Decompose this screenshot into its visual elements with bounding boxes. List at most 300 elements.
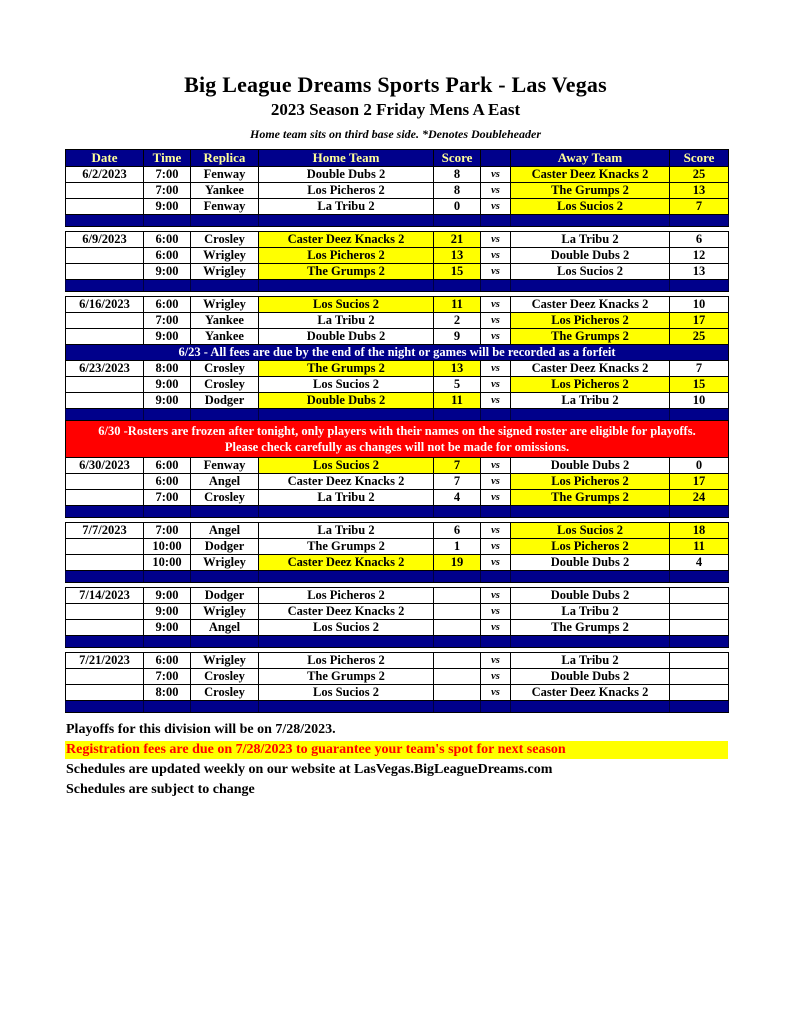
home-score-cell: 21 bbox=[434, 232, 481, 248]
separator-cell bbox=[511, 506, 670, 518]
fees-note-row bbox=[66, 345, 729, 361]
vs-label: vs bbox=[481, 555, 511, 571]
time-cell: 9:00 bbox=[144, 393, 191, 409]
separator-cell bbox=[191, 506, 259, 518]
time-cell: 6:00 bbox=[144, 458, 191, 474]
vs-label: vs bbox=[481, 523, 511, 539]
page-subtitle: 2023 Season 2 Friday Mens A East bbox=[270, 100, 521, 119]
separator-cell bbox=[66, 571, 144, 583]
home-team-cell: La Tribu 2 bbox=[259, 490, 434, 506]
home-team-cell: Los Sucios 2 bbox=[259, 685, 434, 701]
vs-label: vs bbox=[481, 539, 511, 555]
separator-cell bbox=[259, 636, 434, 648]
home-team-cell: Caster Deez Knacks 2 bbox=[259, 555, 434, 571]
game-row bbox=[66, 393, 729, 409]
replica-cell: Crosley bbox=[191, 490, 259, 506]
separator-cell bbox=[511, 701, 670, 713]
home-score-cell: 2 bbox=[434, 313, 481, 329]
vs-label: vs bbox=[481, 232, 511, 248]
away-team-cell: Los Sucios 2 bbox=[511, 199, 670, 215]
date-cell: 6/9/2023 bbox=[66, 232, 144, 248]
home-team-note: Home team sits on third base side. *Denotes Doubleheader bbox=[250, 127, 541, 141]
away-team-cell: Los Picheros 2 bbox=[511, 377, 670, 393]
replica-cell: Fenway bbox=[191, 199, 259, 215]
away-score-cell: 0 bbox=[670, 458, 729, 474]
game-row bbox=[66, 685, 729, 701]
game-row bbox=[66, 377, 729, 393]
replica-cell: Fenway bbox=[191, 167, 259, 183]
date-cell bbox=[66, 539, 144, 555]
vs-label: vs bbox=[481, 458, 511, 474]
time-cell: 8:00 bbox=[144, 685, 191, 701]
vs-label: vs bbox=[481, 685, 511, 701]
time-cell: 6:00 bbox=[144, 653, 191, 669]
time-cell: 7:00 bbox=[144, 167, 191, 183]
separator-cell bbox=[191, 571, 259, 583]
away-team-cell: The Grumps 2 bbox=[511, 329, 670, 345]
game-row bbox=[66, 297, 729, 313]
separator-cell bbox=[434, 215, 481, 227]
game-row bbox=[66, 539, 729, 555]
replica-cell: Wrigley bbox=[191, 555, 259, 571]
home-score-cell: 13 bbox=[434, 248, 481, 264]
column-header-home-team: Home Team bbox=[259, 150, 434, 167]
game-row bbox=[66, 361, 729, 377]
registration-note: Registration fees are due on 7/28/2023 to guarantee your team's spot for next season bbox=[65, 741, 728, 759]
vs-label: vs bbox=[481, 264, 511, 280]
vs-label: vs bbox=[481, 329, 511, 345]
vs-label: vs bbox=[481, 588, 511, 604]
home-score-cell: 11 bbox=[434, 297, 481, 313]
separator-cell bbox=[191, 409, 259, 421]
away-score-cell: 17 bbox=[670, 474, 729, 490]
date-cell bbox=[66, 393, 144, 409]
separator-cell bbox=[511, 636, 670, 648]
page-title: Big League Dreams Sports Park - Las Vegas bbox=[184, 72, 607, 97]
home-team-cell: Los Picheros 2 bbox=[259, 653, 434, 669]
separator-cell bbox=[66, 506, 144, 518]
subject-to-change-note: Schedules are subject to change bbox=[66, 782, 255, 797]
away-team-cell: The Grumps 2 bbox=[511, 490, 670, 506]
separator-row bbox=[66, 506, 729, 518]
home-score-cell: 4 bbox=[434, 490, 481, 506]
away-score-cell: 15 bbox=[670, 377, 729, 393]
separator-cell bbox=[191, 636, 259, 648]
replica-cell: Wrigley bbox=[191, 653, 259, 669]
away-score-cell bbox=[670, 653, 729, 669]
time-cell: 9:00 bbox=[144, 264, 191, 280]
home-team-cell: Los Picheros 2 bbox=[259, 588, 434, 604]
home-team-cell: Los Picheros 2 bbox=[259, 248, 434, 264]
away-team-cell: Double Dubs 2 bbox=[511, 669, 670, 685]
separator-cell bbox=[511, 215, 670, 227]
date-cell: 6/30/2023 bbox=[66, 458, 144, 474]
home-score-cell: 1 bbox=[434, 539, 481, 555]
date-cell bbox=[66, 685, 144, 701]
away-team-cell: Los Sucios 2 bbox=[511, 523, 670, 539]
game-row bbox=[66, 313, 729, 329]
separator-cell bbox=[481, 701, 511, 713]
vs-label: vs bbox=[481, 199, 511, 215]
home-score-cell: 8 bbox=[434, 167, 481, 183]
replica-cell: Crosley bbox=[191, 377, 259, 393]
game-row bbox=[66, 620, 729, 636]
date-cell: 6/16/2023 bbox=[66, 297, 144, 313]
separator-cell bbox=[144, 215, 191, 227]
time-cell: 6:00 bbox=[144, 474, 191, 490]
time-cell: 9:00 bbox=[144, 199, 191, 215]
home-score-cell: 15 bbox=[434, 264, 481, 280]
replica-cell: Wrigley bbox=[191, 297, 259, 313]
separator-cell bbox=[66, 280, 144, 292]
game-row bbox=[66, 329, 729, 345]
separator-cell bbox=[191, 215, 259, 227]
vs-label: vs bbox=[481, 167, 511, 183]
home-team-cell: Los Sucios 2 bbox=[259, 297, 434, 313]
time-cell: 6:00 bbox=[144, 232, 191, 248]
vs-label: vs bbox=[481, 620, 511, 636]
away-score-cell: 13 bbox=[670, 264, 729, 280]
separator-cell bbox=[259, 571, 434, 583]
game-row bbox=[66, 458, 729, 474]
roster-banner bbox=[66, 421, 729, 458]
date-cell bbox=[66, 329, 144, 345]
separator-cell bbox=[481, 280, 511, 292]
playoffs-note: Playoffs for this division will be on 7/28/2023. bbox=[66, 722, 336, 737]
away-score-cell: 4 bbox=[670, 555, 729, 571]
separator-row bbox=[66, 636, 729, 648]
separator-cell bbox=[144, 280, 191, 292]
footer bbox=[65, 721, 791, 799]
separator-cell bbox=[259, 506, 434, 518]
home-score-cell: 19 bbox=[434, 555, 481, 571]
away-score-cell: 6 bbox=[670, 232, 729, 248]
away-score-cell bbox=[670, 620, 729, 636]
game-row bbox=[66, 248, 729, 264]
game-row bbox=[66, 264, 729, 280]
away-team-cell: Los Picheros 2 bbox=[511, 313, 670, 329]
vs-label: vs bbox=[481, 393, 511, 409]
separator-cell bbox=[66, 215, 144, 227]
separator-cell bbox=[511, 280, 670, 292]
home-score-cell bbox=[434, 669, 481, 685]
home-team-cell: Double Dubs 2 bbox=[259, 329, 434, 345]
separator-cell bbox=[434, 409, 481, 421]
away-score-cell: 12 bbox=[670, 248, 729, 264]
home-score-cell: 11 bbox=[434, 393, 481, 409]
replica-cell: Dodger bbox=[191, 588, 259, 604]
replica-cell: Dodger bbox=[191, 539, 259, 555]
replica-cell: Dodger bbox=[191, 393, 259, 409]
away-score-cell: 10 bbox=[670, 393, 729, 409]
home-team-cell: Caster Deez Knacks 2 bbox=[259, 474, 434, 490]
date-cell: 6/2/2023 bbox=[66, 167, 144, 183]
away-team-cell: Los Picheros 2 bbox=[511, 474, 670, 490]
game-row bbox=[66, 474, 729, 490]
separator-cell bbox=[66, 409, 144, 421]
replica-cell: Wrigley bbox=[191, 248, 259, 264]
vs-label: vs bbox=[481, 313, 511, 329]
game-row bbox=[66, 232, 729, 248]
away-score-cell: 25 bbox=[670, 167, 729, 183]
vs-label: vs bbox=[481, 669, 511, 685]
replica-cell: Yankee bbox=[191, 183, 259, 199]
separator-row bbox=[66, 571, 729, 583]
home-score-cell: 9 bbox=[434, 329, 481, 345]
column-header-score: Score bbox=[670, 150, 729, 167]
separator-cell bbox=[670, 280, 729, 292]
separator-cell bbox=[144, 636, 191, 648]
game-row bbox=[66, 555, 729, 571]
away-score-cell: 10 bbox=[670, 297, 729, 313]
date-cell bbox=[66, 377, 144, 393]
date-cell bbox=[66, 183, 144, 199]
home-score-cell: 13 bbox=[434, 361, 481, 377]
separator-cell bbox=[259, 409, 434, 421]
separator-cell bbox=[434, 701, 481, 713]
time-cell: 7:00 bbox=[144, 523, 191, 539]
vs-label: vs bbox=[481, 490, 511, 506]
game-row bbox=[66, 523, 729, 539]
home-score-cell: 7 bbox=[434, 458, 481, 474]
away-team-cell: Caster Deez Knacks 2 bbox=[511, 361, 670, 377]
separator-cell bbox=[434, 571, 481, 583]
time-cell: 10:00 bbox=[144, 539, 191, 555]
replica-cell: Crosley bbox=[191, 361, 259, 377]
home-team-cell: Caster Deez Knacks 2 bbox=[259, 232, 434, 248]
website-note: Schedules are updated weekly on our website at LasVegas.BigLeagueDreams.com bbox=[66, 762, 553, 777]
separator-cell bbox=[511, 571, 670, 583]
home-score-cell: 5 bbox=[434, 377, 481, 393]
separator-row bbox=[66, 701, 729, 713]
date-cell: 6/23/2023 bbox=[66, 361, 144, 377]
away-score-cell bbox=[670, 588, 729, 604]
separator-cell bbox=[259, 701, 434, 713]
date-cell bbox=[66, 248, 144, 264]
replica-cell: Crosley bbox=[191, 685, 259, 701]
separator-cell bbox=[66, 701, 144, 713]
separator-cell bbox=[144, 506, 191, 518]
away-score-cell: 17 bbox=[670, 313, 729, 329]
date-cell: 7/21/2023 bbox=[66, 653, 144, 669]
vs-label: vs bbox=[481, 297, 511, 313]
date-cell bbox=[66, 474, 144, 490]
time-cell: 8:00 bbox=[144, 361, 191, 377]
home-team-cell: La Tribu 2 bbox=[259, 313, 434, 329]
schedule-table bbox=[65, 149, 729, 713]
away-score-cell: 18 bbox=[670, 523, 729, 539]
separator-cell bbox=[670, 409, 729, 421]
away-score-cell: 11 bbox=[670, 539, 729, 555]
separator-row bbox=[66, 409, 729, 421]
separator-cell bbox=[670, 215, 729, 227]
date-cell: 7/7/2023 bbox=[66, 523, 144, 539]
time-cell: 7:00 bbox=[144, 490, 191, 506]
separator-cell bbox=[144, 571, 191, 583]
home-team-cell: Double Dubs 2 bbox=[259, 393, 434, 409]
away-team-cell: La Tribu 2 bbox=[511, 232, 670, 248]
away-score-cell: 13 bbox=[670, 183, 729, 199]
replica-cell: Fenway bbox=[191, 458, 259, 474]
home-team-cell: Los Sucios 2 bbox=[259, 620, 434, 636]
away-score-cell bbox=[670, 604, 729, 620]
away-team-cell: Caster Deez Knacks 2 bbox=[511, 167, 670, 183]
vs-label: vs bbox=[481, 604, 511, 620]
date-cell bbox=[66, 264, 144, 280]
home-team-cell: Double Dubs 2 bbox=[259, 167, 434, 183]
time-cell: 6:00 bbox=[144, 248, 191, 264]
time-cell: 9:00 bbox=[144, 620, 191, 636]
replica-cell: Yankee bbox=[191, 329, 259, 345]
away-team-cell: La Tribu 2 bbox=[511, 653, 670, 669]
separator-cell bbox=[481, 215, 511, 227]
away-team-cell: Caster Deez Knacks 2 bbox=[511, 297, 670, 313]
home-team-cell: The Grumps 2 bbox=[259, 264, 434, 280]
away-score-cell: 7 bbox=[670, 199, 729, 215]
separator-cell bbox=[481, 409, 511, 421]
time-cell: 7:00 bbox=[144, 669, 191, 685]
vs-label: vs bbox=[481, 474, 511, 490]
separator-cell bbox=[259, 280, 434, 292]
home-score-cell: 6 bbox=[434, 523, 481, 539]
vs-label: vs bbox=[481, 183, 511, 199]
game-row bbox=[66, 490, 729, 506]
column-header-vs bbox=[481, 150, 511, 167]
home-score-cell bbox=[434, 604, 481, 620]
replica-cell: Angel bbox=[191, 620, 259, 636]
home-team-cell: Caster Deez Knacks 2 bbox=[259, 604, 434, 620]
replica-cell: Angel bbox=[191, 474, 259, 490]
away-team-cell: Double Dubs 2 bbox=[511, 588, 670, 604]
date-cell bbox=[66, 199, 144, 215]
separator-cell bbox=[481, 571, 511, 583]
away-team-cell: La Tribu 2 bbox=[511, 604, 670, 620]
column-header-time: Time bbox=[144, 150, 191, 167]
time-cell: 7:00 bbox=[144, 313, 191, 329]
away-score-cell bbox=[670, 669, 729, 685]
game-row bbox=[66, 669, 729, 685]
home-team-cell: La Tribu 2 bbox=[259, 199, 434, 215]
home-team-cell: The Grumps 2 bbox=[259, 669, 434, 685]
vs-label: vs bbox=[481, 361, 511, 377]
home-team-cell: The Grumps 2 bbox=[259, 361, 434, 377]
separator-cell bbox=[481, 636, 511, 648]
separator-cell bbox=[670, 506, 729, 518]
time-cell: 9:00 bbox=[144, 377, 191, 393]
separator-cell bbox=[144, 701, 191, 713]
roster-banner-line: 6/30 -Rosters are frozen after tonight, only players with their names on the signed roster are eligible for playoffs. bbox=[98, 424, 696, 438]
separator-cell bbox=[191, 280, 259, 292]
vs-label: vs bbox=[481, 248, 511, 264]
game-row bbox=[66, 167, 729, 183]
separator-row bbox=[66, 215, 729, 227]
game-row bbox=[66, 653, 729, 669]
replica-cell: Wrigley bbox=[191, 264, 259, 280]
date-cell: 7/14/2023 bbox=[66, 588, 144, 604]
separator-cell bbox=[670, 701, 729, 713]
away-score-cell: 25 bbox=[670, 329, 729, 345]
replica-cell: Crosley bbox=[191, 669, 259, 685]
home-team-cell: Los Sucios 2 bbox=[259, 377, 434, 393]
home-score-cell: 0 bbox=[434, 199, 481, 215]
separator-cell bbox=[434, 506, 481, 518]
home-score-cell bbox=[434, 620, 481, 636]
away-team-cell: The Grumps 2 bbox=[511, 183, 670, 199]
home-team-cell: Los Picheros 2 bbox=[259, 183, 434, 199]
home-team-cell: La Tribu 2 bbox=[259, 523, 434, 539]
away-team-cell: Los Sucios 2 bbox=[511, 264, 670, 280]
time-cell: 6:00 bbox=[144, 297, 191, 313]
replica-cell: Yankee bbox=[191, 313, 259, 329]
replica-cell: Wrigley bbox=[191, 604, 259, 620]
game-row bbox=[66, 183, 729, 199]
time-cell: 9:00 bbox=[144, 588, 191, 604]
date-cell bbox=[66, 313, 144, 329]
roster-banner-line: Please check carefully as changes will not be made for omissions. bbox=[224, 440, 570, 454]
separator-cell bbox=[191, 701, 259, 713]
away-team-cell: Double Dubs 2 bbox=[511, 555, 670, 571]
away-score-cell: 24 bbox=[670, 490, 729, 506]
game-row bbox=[66, 604, 729, 620]
fees-note-text: 6/23 - All fees are due by the end of the night or games will be recorded as a forfeit bbox=[66, 345, 729, 361]
separator-cell bbox=[511, 409, 670, 421]
home-score-cell: 7 bbox=[434, 474, 481, 490]
time-cell: 9:00 bbox=[144, 329, 191, 345]
roster-banner-row bbox=[66, 421, 729, 458]
column-header-score: Score bbox=[434, 150, 481, 167]
time-cell: 9:00 bbox=[144, 604, 191, 620]
game-row bbox=[66, 588, 729, 604]
time-cell: 10:00 bbox=[144, 555, 191, 571]
home-score-cell: 8 bbox=[434, 183, 481, 199]
separator-cell bbox=[144, 409, 191, 421]
home-team-cell: The Grumps 2 bbox=[259, 539, 434, 555]
date-cell bbox=[66, 555, 144, 571]
game-row bbox=[66, 199, 729, 215]
home-team-cell: Los Sucios 2 bbox=[259, 458, 434, 474]
separator-cell bbox=[66, 636, 144, 648]
column-header-away-team: Away Team bbox=[511, 150, 670, 167]
date-cell bbox=[66, 669, 144, 685]
separator-cell bbox=[434, 280, 481, 292]
replica-cell: Crosley bbox=[191, 232, 259, 248]
column-header-date: Date bbox=[66, 150, 144, 167]
home-score-cell bbox=[434, 653, 481, 669]
away-team-cell: Double Dubs 2 bbox=[511, 248, 670, 264]
time-cell: 7:00 bbox=[144, 183, 191, 199]
separator-cell bbox=[434, 636, 481, 648]
vs-label: vs bbox=[481, 653, 511, 669]
date-cell bbox=[66, 604, 144, 620]
column-header-replica: Replica bbox=[191, 150, 259, 167]
date-cell bbox=[66, 620, 144, 636]
home-score-cell bbox=[434, 685, 481, 701]
separator-row bbox=[66, 280, 729, 292]
date-cell bbox=[66, 490, 144, 506]
home-score-cell bbox=[434, 588, 481, 604]
away-team-cell: The Grumps 2 bbox=[511, 620, 670, 636]
separator-cell bbox=[670, 571, 729, 583]
separator-cell bbox=[259, 215, 434, 227]
replica-cell: Angel bbox=[191, 523, 259, 539]
away-team-cell: La Tribu 2 bbox=[511, 393, 670, 409]
away-team-cell: Los Picheros 2 bbox=[511, 539, 670, 555]
separator-cell bbox=[670, 636, 729, 648]
away-score-cell bbox=[670, 685, 729, 701]
away-score-cell: 7 bbox=[670, 361, 729, 377]
table-header-row bbox=[66, 150, 729, 167]
vs-label: vs bbox=[481, 377, 511, 393]
